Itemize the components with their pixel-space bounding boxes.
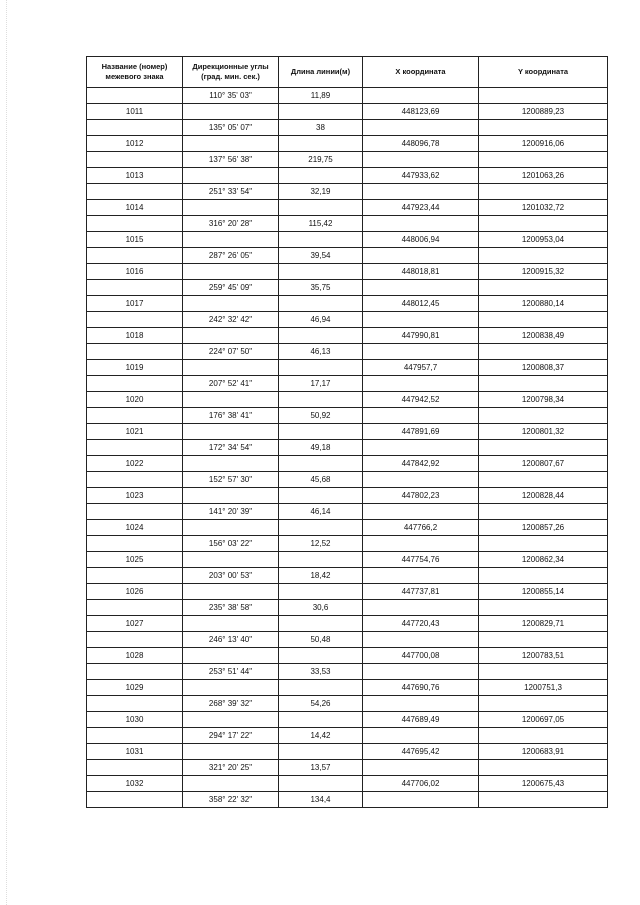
table-row-point (87, 200, 608, 216)
cell-length: 39,54 (279, 248, 363, 264)
cell-name: 1012 (87, 136, 183, 152)
table-row-point (87, 296, 608, 312)
cell-y: 1200798,34 (479, 392, 608, 408)
table-row-segment (87, 600, 608, 616)
cell-angle: 251° 33' 54" (183, 184, 279, 200)
cell-name: 1023 (87, 488, 183, 504)
cell-angle: 176° 38' 41" (183, 408, 279, 424)
cell-y: 1201032,72 (479, 200, 608, 216)
cell-name: 1015 (87, 232, 183, 248)
cell-angle: 294° 17' 22" (183, 728, 279, 744)
cell-name: 1019 (87, 360, 183, 376)
cell-x: 447690,76 (363, 680, 479, 696)
cell-length: 50,48 (279, 632, 363, 648)
cell-name: 1014 (87, 200, 183, 216)
cell-length: 14,42 (279, 728, 363, 744)
cell-name: 1020 (87, 392, 183, 408)
cell-name: 1026 (87, 584, 183, 600)
cell-x: 447942,52 (363, 392, 479, 408)
table-row-segment (87, 120, 608, 136)
cell-name: 1024 (87, 520, 183, 536)
table-row-point (87, 520, 608, 536)
table-row-point (87, 712, 608, 728)
table-row-point (87, 584, 608, 600)
table-row-segment (87, 440, 608, 456)
table-row-segment (87, 696, 608, 712)
table-header-row (87, 57, 608, 88)
table-row-segment (87, 536, 608, 552)
cell-angle: 141° 20' 39" (183, 504, 279, 520)
cell-name: 1030 (87, 712, 183, 728)
table-row-point (87, 680, 608, 696)
cell-length: 11,89 (279, 88, 363, 104)
cell-y: 1200828,44 (479, 488, 608, 504)
table-row-point (87, 264, 608, 280)
table-row-segment (87, 728, 608, 744)
cell-name: 1021 (87, 424, 183, 440)
table-row-point (87, 456, 608, 472)
cell-x: 447766,2 (363, 520, 479, 536)
header-y: Y координата (479, 57, 608, 88)
cell-name: 1028 (87, 648, 183, 664)
boundary-coordinates-table (86, 56, 608, 808)
table-row-segment (87, 216, 608, 232)
cell-y: 1200889,23 (479, 104, 608, 120)
table-row-point (87, 168, 608, 184)
header-x: X координата (363, 57, 479, 88)
table-row-segment (87, 664, 608, 680)
table-row-segment (87, 472, 608, 488)
cell-y: 1200675,43 (479, 776, 608, 792)
cell-angle: 135° 05' 07" (183, 120, 279, 136)
table-row-point (87, 328, 608, 344)
cell-x: 447706,02 (363, 776, 479, 792)
table-row-point (87, 104, 608, 120)
cell-x: 448123,69 (363, 104, 479, 120)
cell-y: 1200838,49 (479, 328, 608, 344)
table-row-segment (87, 88, 608, 104)
cell-name: 1032 (87, 776, 183, 792)
cell-angle: 321° 20' 25" (183, 760, 279, 776)
cell-x: 447923,44 (363, 200, 479, 216)
table-row-point (87, 392, 608, 408)
header-length: Длина линии(м) (279, 57, 363, 88)
cell-y: 1200807,67 (479, 456, 608, 472)
cell-x: 447802,23 (363, 488, 479, 504)
scan-edge-marks (6, 0, 8, 905)
cell-y: 1200808,37 (479, 360, 608, 376)
table-row-point (87, 648, 608, 664)
cell-name: 1013 (87, 168, 183, 184)
cell-name: 1018 (87, 328, 183, 344)
cell-y: 1200683,91 (479, 744, 608, 760)
cell-x: 447700,08 (363, 648, 479, 664)
header-angle: Дирекционные углы (град. мин. сек.) (183, 57, 279, 88)
header-name: Название (номер) межевого знака (87, 57, 183, 88)
table-row-segment (87, 376, 608, 392)
cell-angle: 172° 34' 54" (183, 440, 279, 456)
table-row-point (87, 552, 608, 568)
cell-y: 1200916,06 (479, 136, 608, 152)
cell-name: 1029 (87, 680, 183, 696)
cell-length: 17,17 (279, 376, 363, 392)
table-row-point (87, 136, 608, 152)
cell-angle: 253° 51' 44" (183, 664, 279, 680)
table-row-point (87, 744, 608, 760)
table-row-segment (87, 280, 608, 296)
table-row-point (87, 616, 608, 632)
cell-x: 447695,42 (363, 744, 479, 760)
cell-angle: 358° 22' 32" (183, 792, 279, 808)
cell-length: 46,14 (279, 504, 363, 520)
cell-y: 1200915,32 (479, 264, 608, 280)
cell-x: 447957,7 (363, 360, 479, 376)
cell-name: 1027 (87, 616, 183, 632)
cell-length: 33,53 (279, 664, 363, 680)
cell-angle: 246° 13' 40" (183, 632, 279, 648)
cell-name: 1031 (87, 744, 183, 760)
cell-y: 1201063,26 (479, 168, 608, 184)
cell-angle: 242° 32' 42" (183, 312, 279, 328)
cell-angle: 316° 20' 28" (183, 216, 279, 232)
cell-x: 448006,94 (363, 232, 479, 248)
cell-y: 1200801,32 (479, 424, 608, 440)
table-row-segment (87, 504, 608, 520)
cell-length: 38 (279, 120, 363, 136)
cell-length: 30,6 (279, 600, 363, 616)
cell-length: 115,42 (279, 216, 363, 232)
cell-x: 447754,76 (363, 552, 479, 568)
table-row-segment (87, 312, 608, 328)
cell-name: 1025 (87, 552, 183, 568)
table-row-segment (87, 184, 608, 200)
table-row-segment (87, 632, 608, 648)
cell-angle: 156° 03' 22" (183, 536, 279, 552)
cell-y: 1200857,26 (479, 520, 608, 536)
table-row-segment (87, 792, 608, 808)
cell-angle: 235° 38' 58" (183, 600, 279, 616)
cell-angle: 207° 52' 41" (183, 376, 279, 392)
cell-length: 46,13 (279, 344, 363, 360)
table-row-segment (87, 248, 608, 264)
cell-y: 1200862,34 (479, 552, 608, 568)
cell-length: 45,68 (279, 472, 363, 488)
table-row-point (87, 776, 608, 792)
cell-angle: 268° 39' 32" (183, 696, 279, 712)
cell-x: 448018,81 (363, 264, 479, 280)
table-row-segment (87, 408, 608, 424)
cell-name: 1017 (87, 296, 183, 312)
cell-angle: 110° 35' 03" (183, 88, 279, 104)
cell-x: 447689,49 (363, 712, 479, 728)
cell-length: 32,19 (279, 184, 363, 200)
cell-name: 1016 (87, 264, 183, 280)
cell-y: 1200953,04 (479, 232, 608, 248)
table-row-point (87, 488, 608, 504)
table-row-point (87, 232, 608, 248)
table-row-point (87, 424, 608, 440)
cell-y: 1200855,14 (479, 584, 608, 600)
table-row-segment (87, 568, 608, 584)
table-row-segment (87, 152, 608, 168)
table-row-point (87, 360, 608, 376)
cell-x: 447737,81 (363, 584, 479, 600)
table-row-segment (87, 344, 608, 360)
cell-y: 1200880,14 (479, 296, 608, 312)
cell-y: 1200751,3 (479, 680, 608, 696)
cell-x: 448096,78 (363, 136, 479, 152)
cell-x: 447933,62 (363, 168, 479, 184)
cell-length: 18,42 (279, 568, 363, 584)
cell-length: 54,26 (279, 696, 363, 712)
cell-length: 35,75 (279, 280, 363, 296)
cell-y: 1200829,71 (479, 616, 608, 632)
cell-x: 447891,69 (363, 424, 479, 440)
cell-name: 1011 (87, 104, 183, 120)
cell-angle: 224° 07' 50" (183, 344, 279, 360)
cell-x: 448012,45 (363, 296, 479, 312)
cell-y: 1200697,05 (479, 712, 608, 728)
cell-angle: 152° 57' 30" (183, 472, 279, 488)
cell-angle: 137° 56' 38" (183, 152, 279, 168)
cell-length: 46,94 (279, 312, 363, 328)
cell-x: 447720,43 (363, 616, 479, 632)
cell-length: 50,92 (279, 408, 363, 424)
cell-length: 13,57 (279, 760, 363, 776)
cell-length: 49,18 (279, 440, 363, 456)
table-row-segment (87, 760, 608, 776)
cell-x: 447842,92 (363, 456, 479, 472)
cell-y: 1200783,51 (479, 648, 608, 664)
cell-angle: 203° 00' 53" (183, 568, 279, 584)
cell-name: 1022 (87, 456, 183, 472)
cell-angle: 287° 26' 05" (183, 248, 279, 264)
cell-length: 134,4 (279, 792, 363, 808)
cell-x: 447990,81 (363, 328, 479, 344)
cell-length: 219,75 (279, 152, 363, 168)
cell-length: 12,52 (279, 536, 363, 552)
cell-angle: 259° 45' 09" (183, 280, 279, 296)
